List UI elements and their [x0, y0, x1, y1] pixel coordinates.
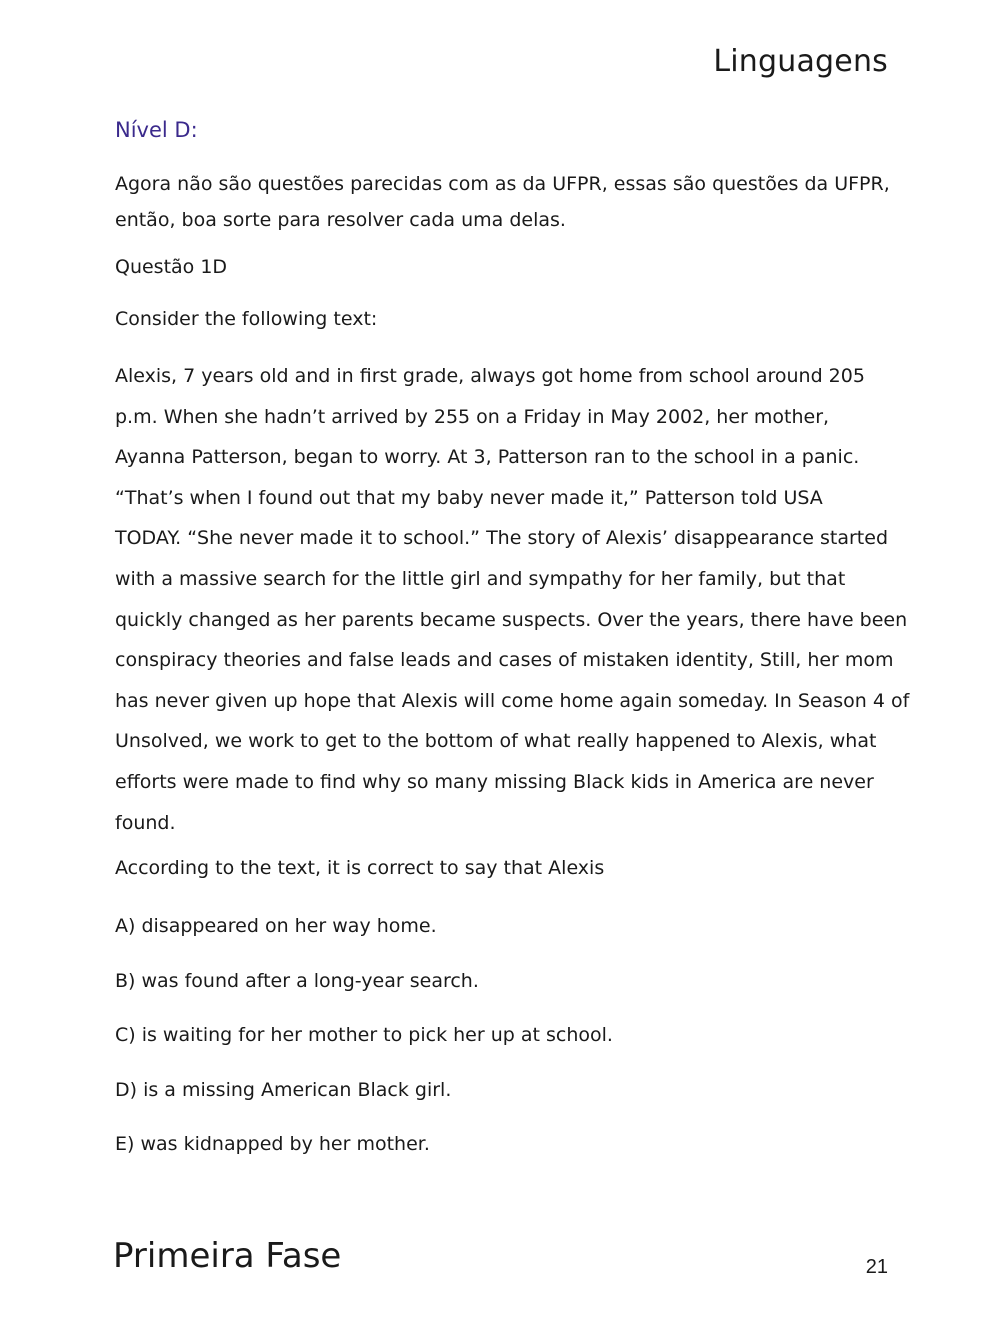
passage-line: Ayanna Patterson, began to worry. At 3, Patterson ran to the school in a panic. [115, 446, 860, 469]
passage-line: efforts were made to find why so many missing Black kids in America are never [115, 770, 874, 793]
answer-options [115, 908, 613, 1181]
option-e: E) was kidnapped by her mother. [115, 1133, 430, 1155]
passage-line: quickly changed as her parents became suspects. Over the years, there have been [115, 608, 908, 631]
question-number: Questão 1D [115, 256, 228, 278]
passage-line: Alexis, 7 years old and in first grade, always got home from school around 205 [115, 365, 865, 387]
passage-line: has never given up hope that Alexis will come home again someday. In Season 4 of [115, 689, 910, 712]
passage-line: found. [115, 811, 176, 834]
passage-line: p.m. When she hadn’t arrived by 255 on a Friday in May 2002, her mother, [115, 405, 830, 428]
option-a: A) disappeared on her way home. [115, 915, 437, 937]
level-intro: Agora não são questões parecidas com as da UFPR, essas são questões da UFPR, então, boa sorte para resolver cada uma delas. [115, 173, 890, 231]
passage-line: with a massive search for the little girl and sympathy for her family, but that [115, 567, 846, 590]
option-c: C) is waiting for her mother to pick her up at school. [115, 1024, 613, 1046]
level-title: Nível D: [115, 118, 198, 142]
footer-title: Primeira Fase [113, 1236, 342, 1276]
question-instruction: Consider the following text: [115, 308, 378, 330]
passage-line: “That’s when I found out that my baby never made it,” Patterson told USA [115, 486, 823, 509]
passage-text [115, 356, 910, 843]
passage-line: TODAY. “She never made it to school.” The story of Alexis’ disappearance started [115, 527, 889, 550]
option-d: D) is a missing American Black girl. [115, 1078, 452, 1101]
passage-line: Unsolved, we work to get to the bottom of what really happened to Alexis, what [115, 730, 877, 753]
question-stem: According to the text, it is correct to say that Alexis [115, 857, 605, 879]
page-number: 21 [865, 1256, 888, 1278]
section-header: Linguagens [713, 44, 888, 79]
passage-line: conspiracy theories and false leads and cases of mistaken identity, Still, her mom [115, 649, 894, 672]
option-b: B) was found after a long-year search. [115, 969, 479, 992]
